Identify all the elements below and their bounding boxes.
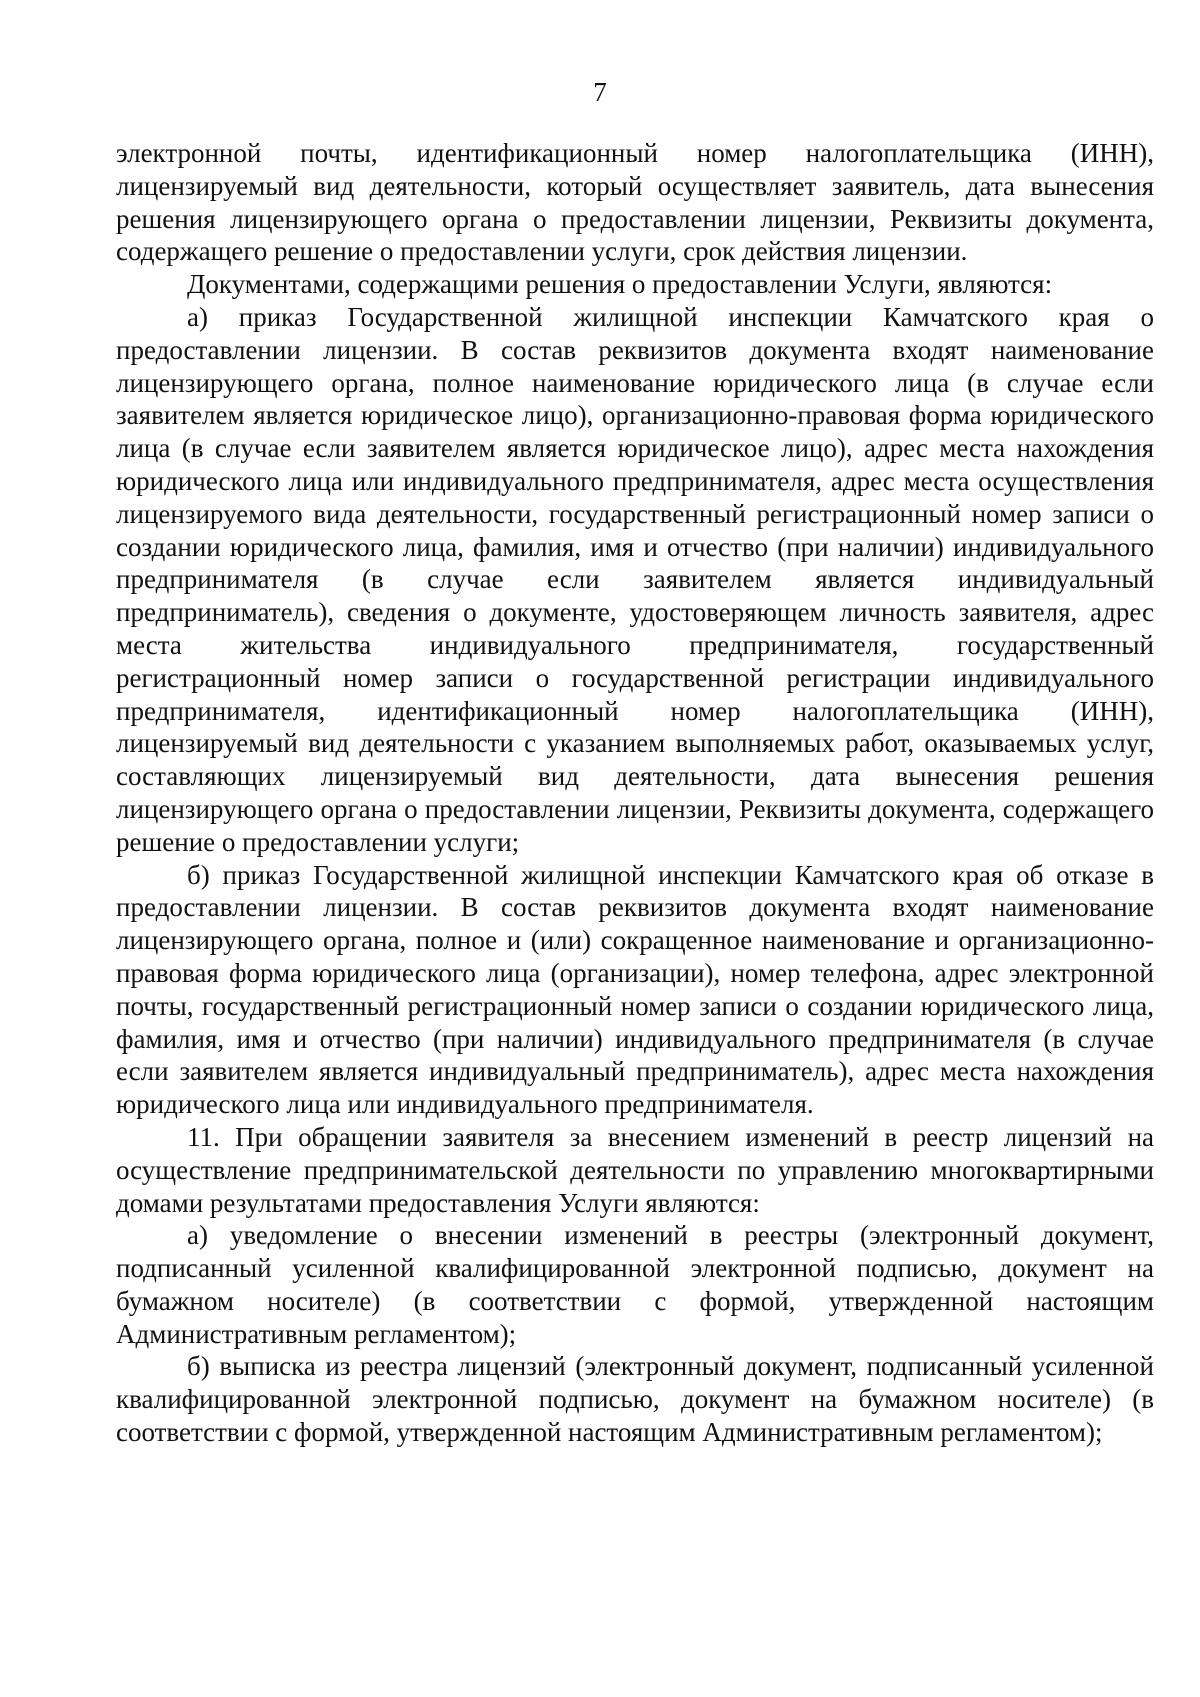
document-body: [116, 137, 1154, 1449]
paragraph-item-a-license-order: а) приказ Государственной жилищной инспекции Камчатского края о предоставлении лицензии. В состав реквизитов документа входят наименование лицензирующего органа, полное наименование юридического лица (в случае если заявителем является юридическое лицо), организационно-правовая форма юридического лица (в случае если заявителем является юридическое лицо), адрес места нахождения юридического лица или индивидуального предпринимателя, адрес места осуществления лицензируемого вида деятельности, государственный регистрационный номер записи о создании юридического лица, фамилия, имя и отчество (при наличии) индивидуального предпринимателя (в случае если заявителем является индивидуальный предприниматель), сведения о документе, удостоверяющем личность заявителя, адрес места жительства индивидуального предпринимателя, государственный регистрационный номер записи о государственной регистрации индивидуального предпринимателя, идентификационный номер налогоплательщика (ИНН), лицензируемый вид деятельности с указанием выполняемых работ, оказываемых услуг, составляющих лицензируемый вид деятельности, дата вынесения решения лицензирующего органа о предоставлении лицензии, Реквизиты документа, содержащего решение о предоставлении услуги;: [116, 301, 1154, 857]
page-number: 7: [593, 77, 607, 107]
paragraph-section-11: 11. При обращении заявителя за внесением изменений в реестр лицензий на осуществление предпринимательской деятельности по управлению многоквартирными домами результатами предоставления Услуги являются:: [116, 1121, 1154, 1218]
paragraph-continuation: электронной почты, идентификационный номер налогоплательщика (ИНН), лицензируемый вид деятельности, который осуществляет заявитель, дата вынесения решения лицензирующего органа о предоставлении лицензии, Реквизиты документа, содержащего решение о предоставлении услуги, срок действия лицензии.: [116, 138, 1154, 267]
paragraph-item-b-registry-extract: б) выписка из реестра лицензий (электронный документ, подписанный усиленной квалифицированной электронной подписью, документ на бумажном носителе) (в соответствии с формой, утвержденной настоящим Административным регламентом);: [116, 1351, 1154, 1448]
paragraph-item-b-refusal-order: б) приказ Государственной жилищной инспекции Камчатского края об отказе в предоставлении лицензии. В состав реквизитов документа входят наименование лицензирующего органа, полное и (или) сокращенное наименование и организационно-правовая форма юридического лица (организации), номер телефона, адрес электронной почты, государственный регистрационный номер записи о создании юридического лица, фамилия, имя и отчество (при наличии) индивидуального предпринимателя (в случае если заявителем является индивидуальный предприниматель), адрес места нахождения юридического лица или индивидуального предпринимателя.: [116, 859, 1154, 1120]
paragraph-item-a-notification: а) уведомление о внесении изменений в реестры (электронный документ, подписанный усиленной квалифицированной электронной подписью, документ на бумажном носителе) (в соответствии с формой, утвержденной настоящим Административным регламентом);: [116, 1220, 1154, 1349]
paragraph-decision-documents: Документами, содержащими решения о предоставлении Услуги, являются:: [187, 269, 1053, 300]
